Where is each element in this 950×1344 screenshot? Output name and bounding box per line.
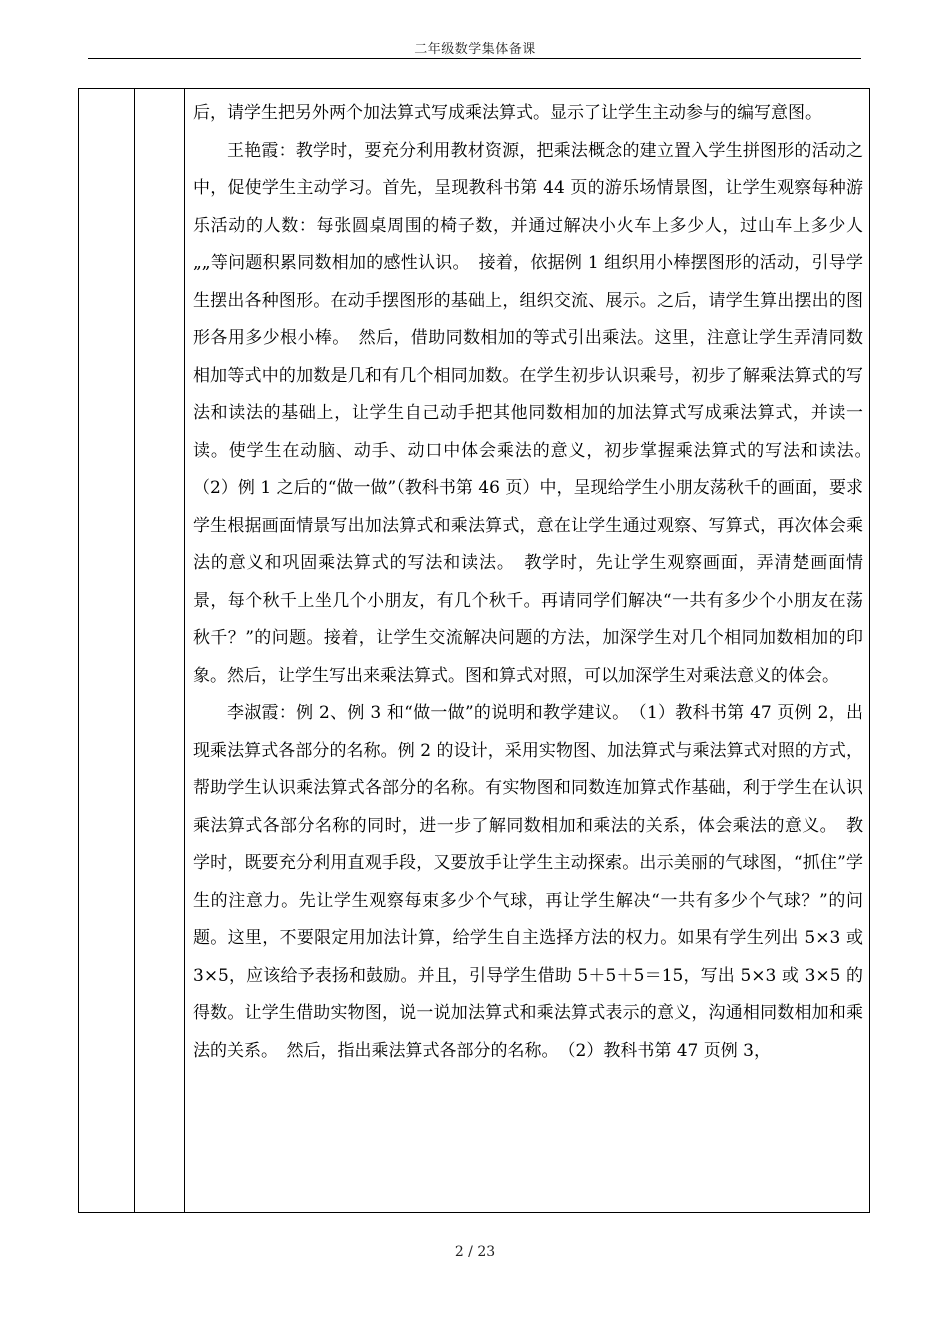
paragraph-wang-yanxia: 王艳霞：教学时，要充分利用教材资源，把乘法概念的建立置入学生拼图形的活动之中，促使学生主动学习。首先，呈现教科书第 44 页的游乐场情景图，让学生观察每种游乐活动的人数：每张圆桌周围的椅子数，并通过解决小火车上多少人，过山车上多少人„„等问题积累同数相加的感性认识。 接着，依据例 1 组织用小棒摆图形的活动，引导学生摆出各种图形。在动手摆图形的基础上，组织交流、展示。之后，请学生算出摆出的图形各用多少根小棒。 然后，借助同数相加的等式引出乘法。这里，注意让学生弄清同数相加等式中的加数是几和有几个相同加数。在学生初步认识乘号，初步了解乘法算式的写法和读法的基础上，让学生自己动手把其他同数相加的加法算式写成乘法算式，并读一读。使学生在动脑、动手、动口中体会乘法的意义，初步掌握乘法算式的写法和读法。 （2）例 1 之后的“做一做”（教科书第 46 页）中，呈现给学生小朋友荡秋千的画面，要求学生根据画面情景写出加法算式和乘法算式，意在让学生通过观察、写算式，再次体会乘法的意义和巩固乘法算式的写法和读法。 教学时，先让学生观察画面，弄清楚画面情景，每个秋千上坐几个小朋友，有几个秋千。再请同学们解决“一共有多少个小朋友在荡秋千？”的问题。接着，让学生交流解决问题的方法，加深学生对几个相同加数相加的印象。然后，让学生写出来乘法算式。图和算式对照，可以加深学生对乘法意义的体会。 [193,140,880,686]
running-header: 二年级数学集体备课 [414,42,536,57]
table-column-divider-2 [184,89,185,1212]
paragraph-continuation: 后，请学生把另外两个加法算式写成乘法算式。显示了让学生主动参与的编写意图。 [193,103,822,123]
table-content-cell [193,95,880,1070]
paragraph-li-shuxia: 李淑霞：例 2、例 3 和“做一做”的说明和教学建议。 （1）教科书第 47 页例 2，出现乘法算式各部分的名称。例 2 的设计，采用实物图、加法算式与乘法算式对照的方式，帮助学生认识乘法算式各部分的名称。有实物图和同数连加算式作基础，利于学生在认识乘法算式各部分名称的同时，进一步了解同数相加和乘法的关系，体会乘法的意义。 教学时，既要充分利用直观手段，又要放手让学生主动探索。出示美丽的气球图，“抓住”学生的注意力。先让学生观察每束多少个气球，再让学生解决“一共有多少个气球？”的问题。这里，不要限定用加法计算，给学生自主选择方法的权力。如果有学生列出 5×3 或 3×5，应该给予表扬和鼓励。并且，引导学生借助 5＋5＋5＝15，写出 5×3 或 3×5 的得数。让学生借助实物图，说一说加法算式和乘法算式表示的意义，沟通相同数相加和乘法的关系。 然后，指出乘法算式各部分的名称。 （2）教科书第 47 页例 3， [193,703,863,1061]
lesson-plan-table [78,88,880,1213]
page-number: 2 / 23 [454,1244,496,1260]
header-rule [88,58,861,59]
table-column-divider-1 [134,89,135,1212]
